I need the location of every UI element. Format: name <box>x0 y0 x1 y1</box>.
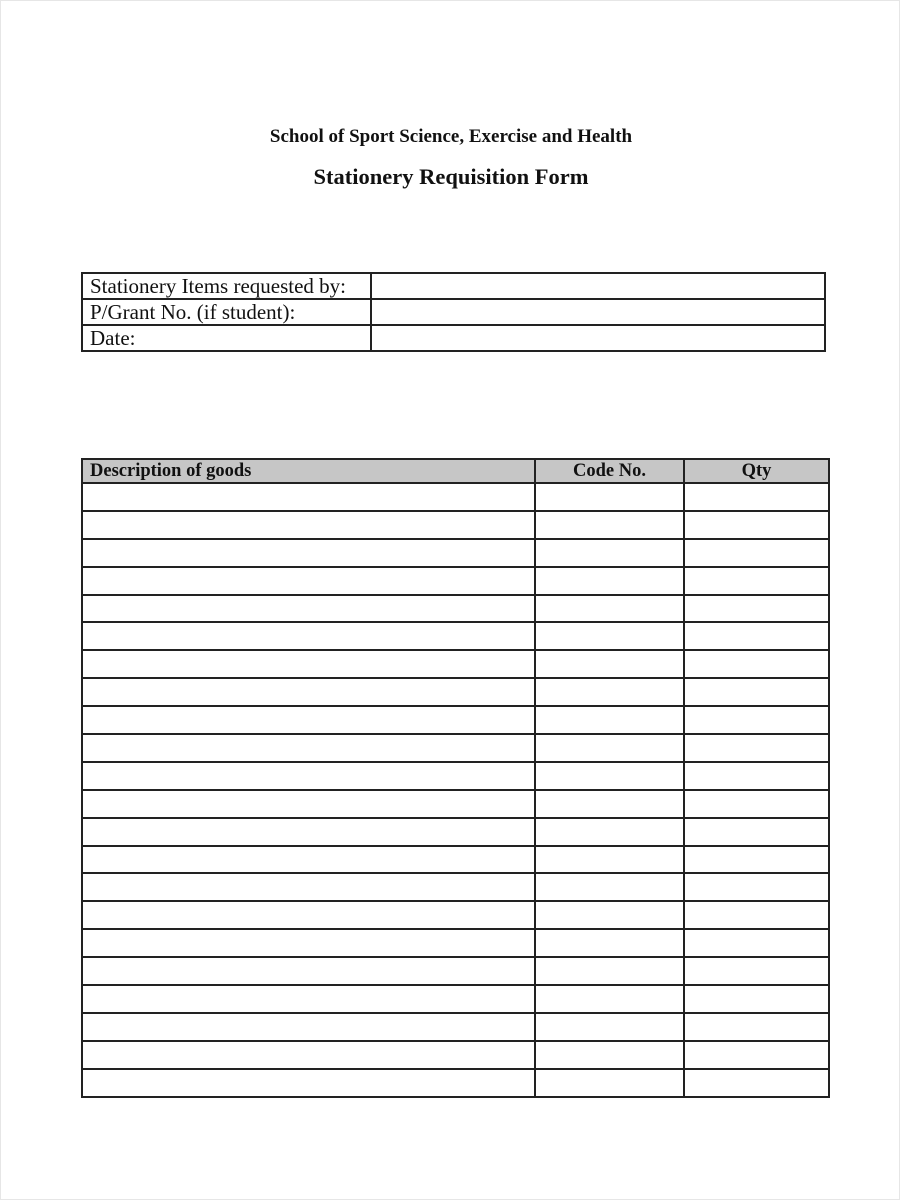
code-cell[interactable] <box>535 1041 684 1069</box>
goods-table <box>81 458 830 1098</box>
description-cell[interactable] <box>82 818 535 846</box>
grant-no-label: P/Grant No. (if student): <box>82 299 371 325</box>
table-row <box>82 511 829 539</box>
description-cell[interactable] <box>82 1013 535 1041</box>
code-cell[interactable] <box>535 1069 684 1097</box>
code-cell[interactable] <box>535 818 684 846</box>
column-header-code: Code No. <box>535 459 684 483</box>
table-row <box>82 595 829 623</box>
form-title: Stationery Requisition Form <box>313 164 589 189</box>
grant-no-field[interactable] <box>371 299 825 325</box>
table-row <box>82 622 829 650</box>
info-row-date <box>82 325 825 351</box>
qty-cell[interactable] <box>684 1013 829 1041</box>
qty-cell[interactable] <box>684 901 829 929</box>
table-row <box>82 483 829 511</box>
code-cell[interactable] <box>535 650 684 678</box>
description-cell[interactable] <box>82 1069 535 1097</box>
code-cell[interactable] <box>535 567 684 595</box>
table-row <box>82 901 829 929</box>
code-cell[interactable] <box>535 957 684 985</box>
table-row <box>82 1041 829 1069</box>
table-row <box>82 539 829 567</box>
table-row <box>82 790 829 818</box>
goods-table-header <box>82 459 829 483</box>
code-cell[interactable] <box>535 1013 684 1041</box>
table-row <box>82 818 829 846</box>
qty-cell[interactable] <box>684 622 829 650</box>
date-label: Date: <box>82 325 371 351</box>
qty-cell[interactable] <box>684 567 829 595</box>
description-cell[interactable] <box>82 734 535 762</box>
code-cell[interactable] <box>535 762 684 790</box>
code-cell[interactable] <box>535 539 684 567</box>
table-row <box>82 678 829 706</box>
qty-cell[interactable] <box>684 483 829 511</box>
qty-cell[interactable] <box>684 846 829 874</box>
date-field[interactable] <box>371 325 825 351</box>
description-cell[interactable] <box>82 483 535 511</box>
code-cell[interactable] <box>535 901 684 929</box>
code-cell[interactable] <box>535 985 684 1013</box>
code-cell[interactable] <box>535 706 684 734</box>
info-row-requested-by <box>82 273 825 299</box>
code-cell[interactable] <box>535 678 684 706</box>
description-cell[interactable] <box>82 511 535 539</box>
description-cell[interactable] <box>82 678 535 706</box>
description-cell[interactable] <box>82 539 535 567</box>
requested-by-label: Stationery Items requested by: <box>82 273 371 299</box>
table-row <box>82 1013 829 1041</box>
code-cell[interactable] <box>535 483 684 511</box>
table-row <box>82 734 829 762</box>
qty-cell[interactable] <box>684 818 829 846</box>
goods-table-body <box>82 483 829 1097</box>
table-row <box>82 762 829 790</box>
qty-cell[interactable] <box>684 511 829 539</box>
school-name: School of Sport Science, Exercise and Health <box>269 126 633 147</box>
table-row <box>82 985 829 1013</box>
description-cell[interactable] <box>82 790 535 818</box>
description-cell[interactable] <box>82 846 535 874</box>
qty-cell[interactable] <box>684 734 829 762</box>
code-cell[interactable] <box>535 595 684 623</box>
qty-cell[interactable] <box>684 678 829 706</box>
description-cell[interactable] <box>82 567 535 595</box>
table-row <box>82 873 829 901</box>
qty-cell[interactable] <box>684 957 829 985</box>
description-cell[interactable] <box>82 1041 535 1069</box>
code-cell[interactable] <box>535 846 684 874</box>
description-cell[interactable] <box>82 762 535 790</box>
code-cell[interactable] <box>535 873 684 901</box>
qty-cell[interactable] <box>684 650 829 678</box>
requester-info-table <box>81 272 826 352</box>
qty-cell[interactable] <box>684 706 829 734</box>
qty-cell[interactable] <box>684 1069 829 1097</box>
description-cell[interactable] <box>82 873 535 901</box>
qty-cell[interactable] <box>684 1041 829 1069</box>
table-row <box>82 957 829 985</box>
qty-cell[interactable] <box>684 595 829 623</box>
info-row-grant-no <box>82 299 825 325</box>
qty-cell[interactable] <box>684 790 829 818</box>
description-cell[interactable] <box>82 957 535 985</box>
column-header-qty: Qty <box>684 459 829 483</box>
qty-cell[interactable] <box>684 985 829 1013</box>
qty-cell[interactable] <box>684 539 829 567</box>
table-row <box>82 846 829 874</box>
qty-cell[interactable] <box>684 929 829 957</box>
description-cell[interactable] <box>82 650 535 678</box>
column-header-description: Description of goods <box>82 459 535 483</box>
description-cell[interactable] <box>82 929 535 957</box>
code-cell[interactable] <box>535 734 684 762</box>
description-cell[interactable] <box>82 622 535 650</box>
table-row <box>82 1069 829 1097</box>
qty-cell[interactable] <box>684 873 829 901</box>
requested-by-field[interactable] <box>371 273 825 299</box>
description-cell[interactable] <box>82 595 535 623</box>
code-cell[interactable] <box>535 622 684 650</box>
table-row <box>82 706 829 734</box>
code-cell[interactable] <box>535 790 684 818</box>
description-cell[interactable] <box>82 706 535 734</box>
table-row <box>82 929 829 957</box>
description-cell[interactable] <box>82 985 535 1013</box>
description-cell[interactable] <box>82 901 535 929</box>
table-row <box>82 650 829 678</box>
table-row <box>82 567 829 595</box>
code-cell[interactable] <box>535 511 684 539</box>
code-cell[interactable] <box>535 929 684 957</box>
qty-cell[interactable] <box>684 762 829 790</box>
